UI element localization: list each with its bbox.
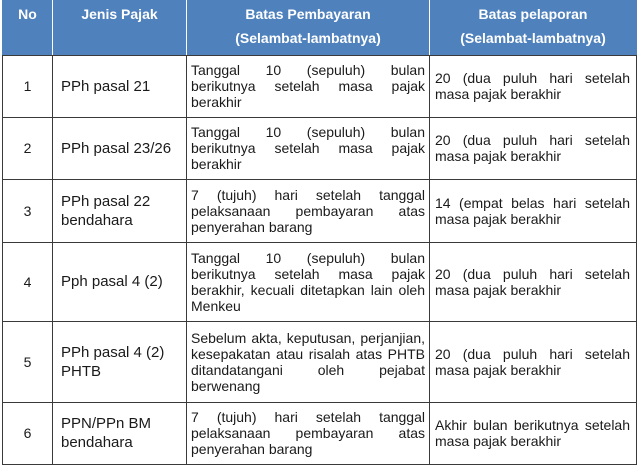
header-batas-pembayaran	[187, 0, 430, 55]
cell-jenis-pajak: PPh pasal 4 (2) PHTB	[53, 321, 187, 402]
cell-batas-pembayaran: Sebelum akta, keputusan, perjanjian, kesepakatan atau risalah atas PHTB ditandatangani oleh pejabat berwenang	[187, 321, 430, 402]
cell-batas-pembayaran: Tanggal 10 (sepuluh) bulan berikutnya setelah masa pajak berakhir	[187, 55, 430, 117]
header-row	[3, 0, 637, 55]
header-batas-pembayaran-title: Batas Pembayaran	[245, 6, 371, 22]
cell-no: 2	[3, 117, 53, 179]
cell-jenis-pajak: PPh pasal 22 bendahara	[53, 179, 187, 242]
cell-jenis-pajak: PPh pasal 21	[53, 55, 187, 117]
cell-batas-pelaporan: 14 (empat belas hari setelah masa pajak berakhir	[430, 179, 637, 242]
table-row	[3, 179, 637, 242]
cell-batas-pelaporan: 20 (dua puluh hari setelah masa pajak berakhir	[430, 321, 637, 402]
cell-jenis-pajak: PPh pasal 23/26	[53, 117, 187, 179]
header-jenis-pajak: Jenis Pajak	[53, 0, 187, 55]
cell-no: 6	[3, 402, 53, 464]
cell-batas-pembayaran: Tanggal 10 (sepuluh) bulan berikutnya setelah masa pajak berakhir, kecuali ditetapkan lain oleh Menkeu	[187, 242, 430, 321]
table-row	[3, 321, 637, 402]
header-no: No	[3, 0, 53, 55]
table-row	[3, 117, 637, 179]
cell-jenis-pajak: Pph pasal 4 (2)	[53, 242, 187, 321]
header-batas-pelaporan	[430, 0, 637, 55]
cell-batas-pelaporan: 20 (dua puluh hari setelah masa pajak berakhir	[430, 242, 637, 321]
cell-batas-pembayaran: Tanggal 10 (sepuluh) bulan berikutnya setelah masa pajak berakhir	[187, 117, 430, 179]
cell-no: 3	[3, 179, 53, 242]
cell-batas-pelaporan: 20 (dua puluh hari setelah masa pajak berakhir	[430, 55, 637, 117]
header-batas-pembayaran-subtitle: (Selambat-lambatnya)	[235, 30, 381, 46]
cell-no: 1	[3, 55, 53, 117]
table-body	[3, 55, 637, 464]
header-batas-pelaporan-title: Batas pelaporan	[478, 6, 588, 22]
cell-no: 5	[3, 321, 53, 402]
tax-deadline-table	[2, 0, 637, 465]
header-batas-pelaporan-subtitle: (Selambat-lambatnya)	[460, 30, 606, 46]
cell-batas-pembayaran: 7 (tujuh) hari setelah tanggal pelaksanaan pembayaran atas penyerahan barang	[187, 402, 430, 464]
cell-batas-pembayaran: 7 (tujuh) hari setelah tanggal pelaksanaan pembayaran atas penyerahan barang	[187, 179, 430, 242]
cell-jenis-pajak: PPN/PPn BM bendahara	[53, 402, 187, 464]
table-header	[3, 0, 637, 55]
table-row	[3, 402, 637, 464]
table-row	[3, 242, 637, 321]
cell-no: 4	[3, 242, 53, 321]
table-row	[3, 55, 637, 117]
cell-batas-pelaporan: 20 (dua puluh hari setelah masa pajak berakhir	[430, 117, 637, 179]
cell-batas-pelaporan: Akhir bulan berikutnya setelah masa pajak berakhir	[430, 402, 637, 464]
